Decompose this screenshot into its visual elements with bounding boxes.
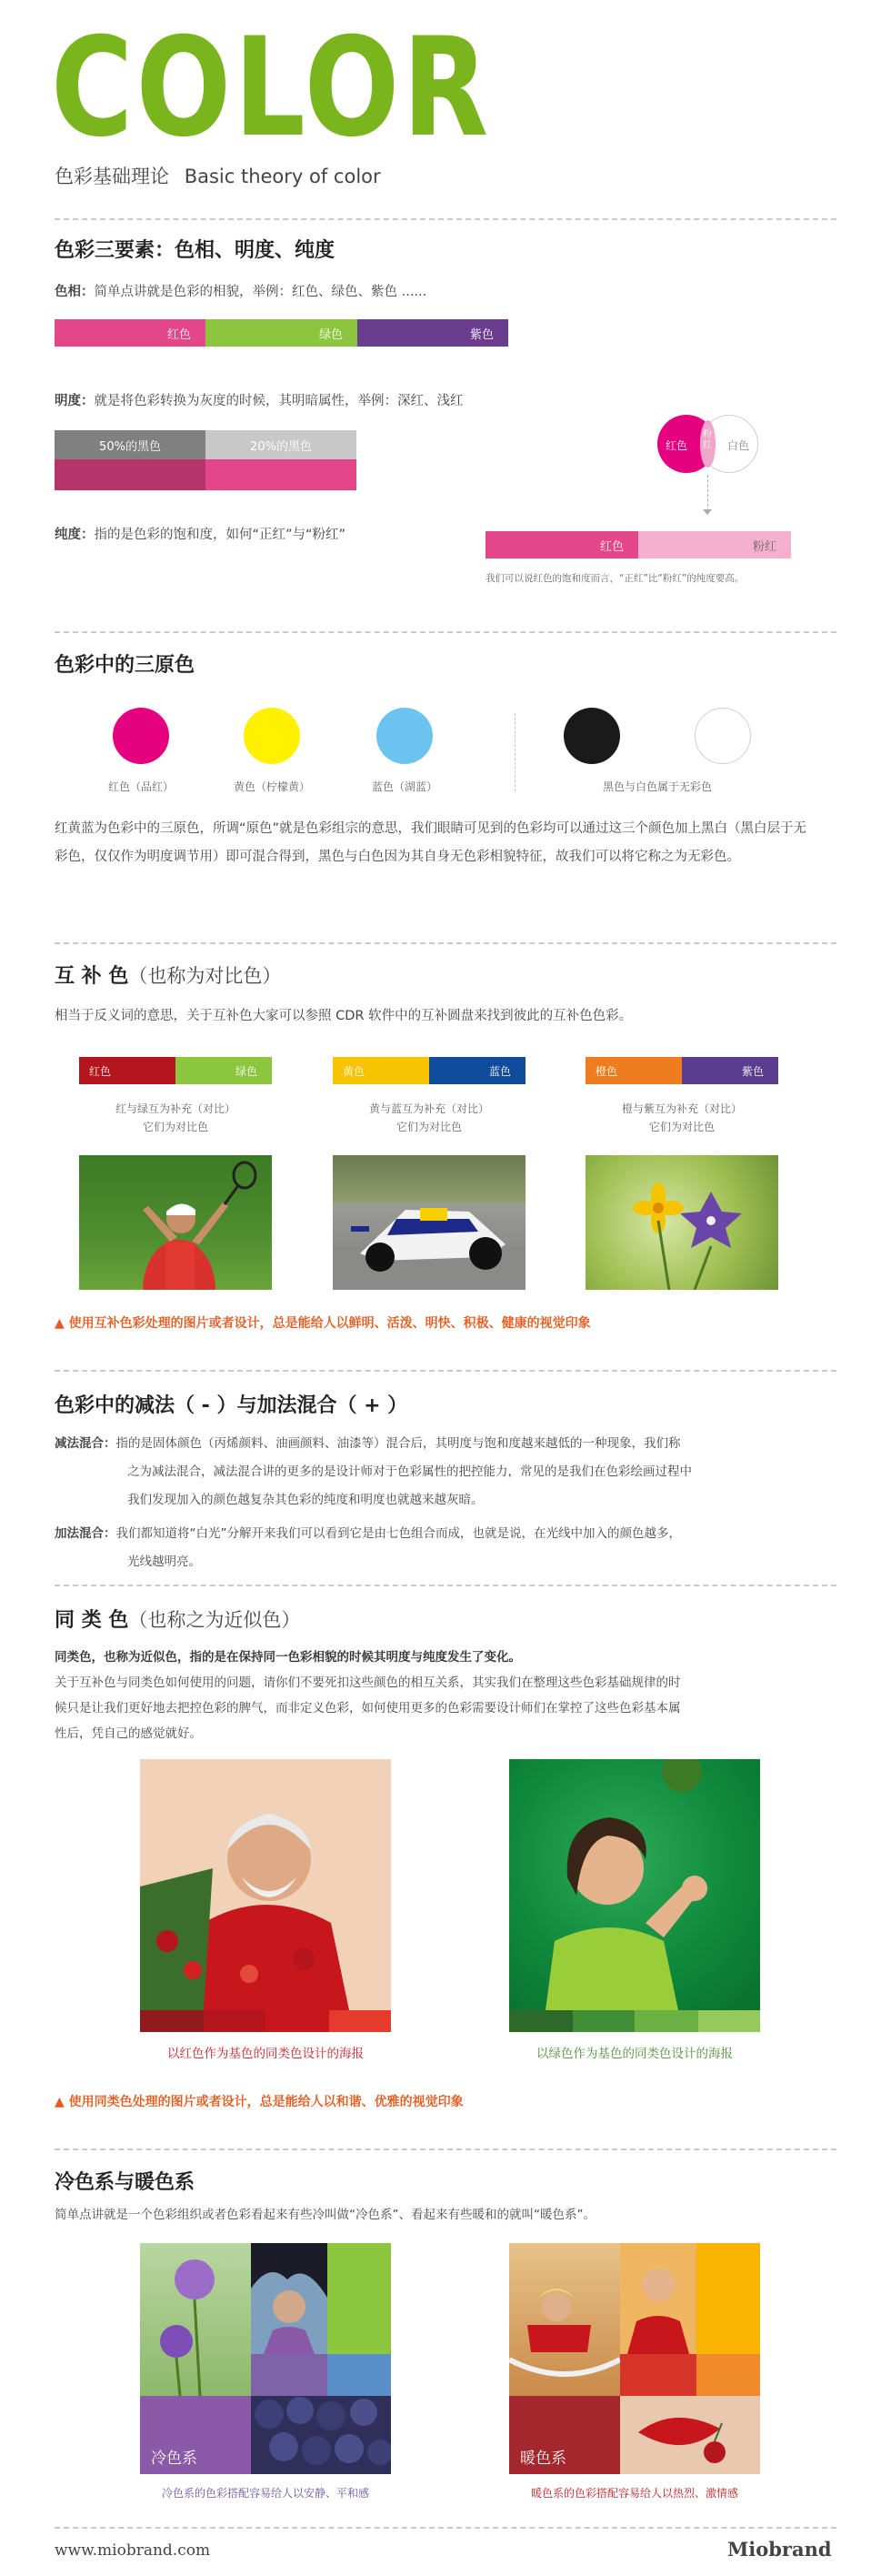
venn-label-red: 红色 — [666, 439, 688, 452]
complement-label-green: 绿色 — [235, 1065, 258, 1078]
section-title-complementary: 互 补 色 — [55, 965, 129, 988]
complement-caption-3a: 橙与紫互为补充（对比） — [621, 1102, 742, 1115]
primary-yellow-label: 黄色（柠檬黄） — [233, 780, 310, 793]
divider — [55, 631, 836, 633]
hue-label: 色相： — [55, 285, 95, 299]
complement-bar-violet — [682, 1057, 778, 1084]
green-swatch-2 — [573, 2010, 635, 2032]
cold-caption: 冷色系的色彩搭配容易给人以安静、平和感 — [161, 2487, 369, 2500]
primary-yellow-circle — [244, 708, 300, 764]
cold-tile-blue-small — [327, 2354, 391, 2396]
subtitle-cn: 色彩基础理论 — [55, 166, 169, 187]
divider — [55, 2148, 836, 2150]
section-title-mixing: 色彩中的减法（ - ）与加法混合（ + ） — [55, 1394, 408, 1417]
hue-bar-red: 红色 — [55, 319, 205, 347]
divider — [55, 1585, 836, 1586]
divider — [55, 218, 836, 220]
photo-tennis-player — [79, 1155, 272, 1290]
vertical-dashed-divider — [515, 713, 516, 791]
section-title-cold-warm: 冷色系与暖色系 — [55, 2171, 195, 2194]
additive-text-1: 我们都知道将“白光”分解开来我们可以看到它是由七色组合而成，也就是说，在光线中加入的颜色越多， — [115, 1526, 681, 1541]
brightness-label: 明度： — [55, 394, 95, 408]
cold-collage — [140, 2243, 391, 2474]
analogous-para-2: 候只是让我们更好地去把控色彩的脾气，而非定义色彩，如何使用更多的色彩需要设计师们在掌控了这些色彩基本属 — [55, 1701, 681, 1716]
cold-tile-lavender — [140, 2243, 251, 2396]
subtractive-label: 减法混合： — [55, 1436, 116, 1451]
photo-flowers — [586, 1155, 778, 1290]
white-circle — [695, 708, 751, 764]
complement-caption-1a: 红与绿互为补充（对比） — [115, 1102, 235, 1115]
cold-tile-purple-top — [251, 2354, 327, 2396]
primary-magenta-label: 红色（品红） — [107, 780, 174, 793]
purity-bar-pink: 粉红 — [638, 531, 791, 558]
subtitle-en: Basic theory of color — [184, 166, 381, 187]
venn-label-white: 白色 — [727, 439, 750, 452]
red-swatch-4 — [329, 2010, 391, 2032]
analogous-title-note: （也称之为近似色） — [128, 1609, 301, 1631]
complementary-note: ▲ 使用互补色彩处理的图片或者设计，总是能给人以鲜明、活泼、明快、积极、健康的视觉印象 — [55, 1316, 591, 1331]
complement-caption-2b: 它们为对比色 — [395, 1121, 462, 1133]
purity-text: 指的是色彩的饱和度，如何“正红”与“粉红” — [94, 528, 346, 542]
complement-caption-3b: 它们为对比色 — [648, 1121, 715, 1133]
warm-tile-red-small — [620, 2354, 696, 2396]
complement-label-violet: 紫色 — [742, 1065, 765, 1078]
warm-tile-hammock — [509, 2243, 620, 2396]
warm-tile-lips-cherry — [620, 2396, 760, 2474]
red-swatch-3 — [265, 2010, 329, 2032]
cold-tile-blueberries — [251, 2396, 391, 2474]
cold-tile-woman — [251, 2243, 327, 2354]
red-swatch-2 — [204, 2010, 265, 2032]
brightness-bar-light-label: 20%的黑色 — [205, 430, 356, 459]
complement-caption-1b: 它们为对比色 — [142, 1121, 208, 1133]
photo-race-car — [333, 1155, 526, 1290]
green-swatch-3 — [635, 2010, 698, 2032]
analogous-note: ▲ 使用同类色处理的图片或者设计，总是能给人以和谐、优雅的视觉印象 — [55, 2095, 464, 2109]
primary-colors-paragraph: 红黄蓝为色彩中的三原色，所调“原色”就是色彩组宗的意思，我们眼睛可见到的色彩均可以通过这三个颜色加上黑白（黑白层于无彩色，仅仅作为明度调节用）即可混合得到，黑色与白色因为其自身无色彩相貌特征，故我们可以将它称之为无彩色。 — [55, 821, 807, 864]
primary-cyan-label: 蓝色（湖蓝） — [371, 780, 437, 793]
analogous-bold-line: 同类色，也称为近似色，指的是在保持同一色彩相貌的时候其明度与纯度发生了变化。 — [55, 1650, 521, 1665]
warm-label: 暖色系 — [520, 2450, 566, 2468]
black-white-label: 黑色与白色属于无彩色 — [602, 780, 712, 793]
analogous-para-3: 性后，凭自己的感觉就好。 — [55, 1726, 202, 1741]
complementary-title-note: （也称为对比色） — [128, 965, 282, 987]
photo-green-poster-woman — [509, 1759, 760, 2010]
subtractive-text-2: 之为减法混合，减法混合讲的更多的是设计师对于色彩属性的把控能力，常见的是我们在色彩绘画过程中 — [127, 1464, 692, 1479]
hue-bar-purple: 紫色 — [357, 319, 508, 347]
divider — [55, 2527, 836, 2529]
complementary-intro: 相当于反义词的意思，关于互补色大家可以参照 CDR 软件中的互补圆盘来找到彼此的互补色色彩。 — [55, 1009, 633, 1023]
primary-magenta-circle — [113, 708, 169, 764]
complement-label-red: 红色 — [89, 1065, 112, 1078]
complement-bar-green — [175, 1057, 272, 1084]
complement-label-yellow: 黄色 — [343, 1065, 365, 1078]
additive-label: 加法混合： — [55, 1526, 116, 1541]
section-title-analogous: 同 类 色 — [55, 1609, 129, 1632]
venn-dashed-pointer — [707, 475, 708, 511]
brightness-bar-dark-label: 50%的黑色 — [55, 430, 205, 459]
primary-cyan-circle — [376, 708, 433, 764]
green-poster-caption: 以绿色作为基色的同类色设计的海报 — [536, 2047, 733, 2061]
cold-warm-intro: 简单点讲就是一个色彩组织或者色彩看起来有些冷叫做“冷色系”、看起来有些暖和的就叫“暖色系”。 — [55, 2208, 596, 2222]
brightness-text: 就是将色彩转换为灰度的时候，其明暗属性，举例：深红、浅红 — [94, 394, 464, 408]
complement-label-orange: 橙色 — [596, 1065, 618, 1078]
warm-tile-orange-small — [696, 2354, 760, 2396]
hue-text: 简单点讲就是色彩的相貌，举例：红色、绿色、紫色 ...... — [94, 285, 427, 299]
purity-bar-red: 红色 — [486, 531, 638, 558]
green-swatch-1 — [509, 2010, 573, 2032]
additive-text-2: 光线越明亮。 — [127, 1555, 201, 1569]
dark-red-bar — [55, 459, 205, 490]
section-title-three-elements: 色彩三要素：色相、明度、纯度 — [55, 239, 335, 262]
subtractive-text-3: 我们发现加入的颜色越复杂其色彩的纯度和明度也就越来越灰暗。 — [127, 1493, 484, 1507]
venn-pointer-arrow-icon — [703, 509, 712, 515]
cold-tile-green — [327, 2243, 391, 2354]
red-poster-caption: 以红色作为基色的同类色设计的海报 — [167, 2047, 364, 2061]
analogous-para-1: 关于互补色与同类色如何使用的问题，请你们不要死扣这些颜色的相互关系，其实我们在整理这些色彩基础规律的时 — [55, 1675, 681, 1690]
complement-bar-blue — [429, 1057, 526, 1084]
divider — [55, 942, 836, 944]
red-swatch-1 — [140, 2010, 204, 2032]
warm-tile-woman-red — [620, 2243, 696, 2354]
subtractive-text-1: 指的是固体颜色（丙烯颜料、油画颜料、油漆等）混合后，其明度与饱和度越来越低的一种现象，我们称 — [115, 1436, 681, 1451]
divider — [55, 1370, 836, 1372]
section-title-primary-colors: 色彩中的三原色 — [55, 654, 195, 677]
hue-bar-green: 绿色 — [205, 319, 357, 347]
photo-red-poster-old-man — [140, 1759, 391, 2010]
warm-tile-yellow — [696, 2243, 760, 2354]
color-logo: COLOR — [51, 9, 492, 167]
warm-collage — [509, 2243, 760, 2474]
complement-label-blue: 蓝色 — [489, 1065, 512, 1078]
green-swatch-4 — [698, 2010, 760, 2032]
purity-caption: 我们可以说红色的饱和度而言，“正红”比“粉红”的纯度要高。 — [486, 573, 745, 584]
warm-caption: 暖色系的色彩搭配容易给人以热烈、激情感 — [530, 2487, 738, 2500]
footer-url[interactable]: www.miobrand.com — [55, 2541, 211, 2560]
footer-brand: Miobrand — [727, 2538, 832, 2561]
light-red-bar — [205, 459, 356, 490]
purity-label: 纯度： — [55, 528, 95, 542]
venn-label-pink: 粉红 — [703, 429, 712, 450]
cold-label: 冷色系 — [151, 2450, 197, 2468]
black-circle — [564, 708, 620, 764]
complement-caption-2a: 黄与蓝互为补充（对比） — [368, 1102, 489, 1115]
